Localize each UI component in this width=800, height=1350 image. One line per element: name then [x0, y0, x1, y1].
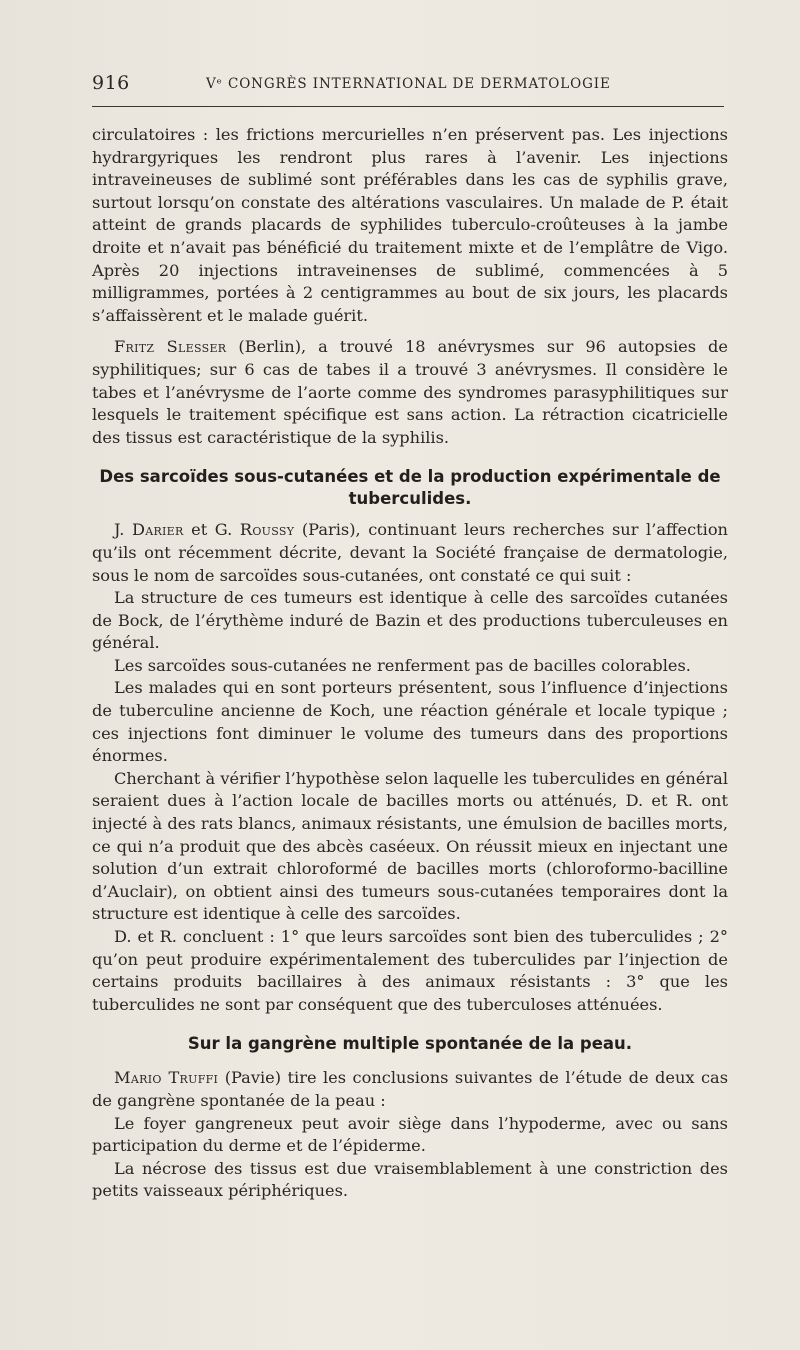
author-name: Mario Truffi [114, 1068, 219, 1088]
header-rule [92, 106, 724, 107]
author-connector: et G. [183, 520, 240, 540]
author-initial: J. [114, 520, 132, 540]
paragraph-text: (Pavie) tire les conclusions suivantes de l’étude de deux cas de gangrène spontanée de la peau : [92, 1068, 729, 1110]
paragraph: D. et R. concluent : 1° que leurs sarcoïdes sont bien des tuberculides ; 2° qu’on peut produire expérimentalement des tuberculides par l’injection de certains produits bacillaires à des animaux résistants : 3° que les tuberculides ne sont par conséquent que des tuberculoses atténuées. [92, 927, 728, 1014]
truffi-paragraph [92, 1067, 728, 1112]
page-body [92, 124, 728, 1203]
author-name: Fritz Slesser [114, 337, 227, 357]
author-name: Roussy [239, 520, 295, 540]
slesser-paragraph [92, 336, 728, 449]
paragraph: Le foyer gangreneux peut avoir siège dans l’hypoderme, avec ou sans participation du derme et de l’épiderme. [92, 1113, 728, 1156]
paragraph: La structure de ces tumeurs est identique à celle des sarcoïdes cutanées de Bock, de l’érythème induré de Bazin et des productions tuberculeuses en général. [92, 588, 728, 653]
paragraph: Les malades qui en sont porteurs présentent, sous l’influence d’injections de tuberculine ancienne de Koch, une réaction générale et locale typique ; ces injections font diminuer le volume des tumeurs dans des proportions énormes. [92, 678, 728, 766]
section-heading-sarcoides: Des sarcoïdes sous-cutanées et de la production expérimentale de tuberculides. [99, 467, 721, 509]
paragraph: Cherchant à vérifier l’hypothèse selon laquelle les tuberculides en général seraient dues à l’action locale de bacilles morts ou atténués, D. et R. ont injecté à des rats blancs, animaux résistants, une émulsion de bacilles morts, ce qui n’a produit que des abcès caséeux. On réussit mieux en injectant une solution d’un extrait chloroformé de bacilles morts (chloroformo-bacilline d’Auclair), on obtient ainsi des tumeurs sous-cutanées temporaires dont la structure est identique à celle des sarcoïdes. [92, 768, 728, 924]
page-number: 916 [92, 72, 130, 94]
paragraph: Les sarcoïdes sous-cutanées ne renferment pas de bacilles colorables. [114, 655, 691, 675]
page-header [92, 72, 724, 100]
paragraph-text: (Paris), continuant leurs recherches sur l’affection qu’ils ont récemment décrite, devant la Société française de dermatologie, sous le nom de sarcoïdes sous-cutanées, ont constaté ce qui suit : [92, 520, 728, 585]
continued-paragraph: circulatoires : les frictions mercurielles n’en préservent pas. Les injections hydrargyriques les rendront plus rares à l’avenir. Les injections intraveineuses de sublimé sont préférables dans les cas de syphilis grave, surtout lorsqu’on constate des altérations vasculaires. Un malade de P. était atteint de grands placards de syphilides tuberculo-croûteuses à la jambe droite et n’avait pas bénéficié du traitement mixte et de l’emplâtre de Vigo. Après 20 injections intraveinenses de sublimé, commencées à 5 milligrammes, portées à 2 centigrammes au bout de six jours, les placards s’affaissèrent et le malade guérit. [92, 125, 728, 325]
darier-roussy-paragraph [92, 519, 728, 587]
running-head: Vᵉ CONGRÈS INTERNATIONAL DE DERMATOLOGIE [206, 76, 611, 92]
author-name: Darier [131, 520, 184, 540]
paragraph-text: (Berlin), a trouvé 18 anévrysmes sur 96 autopsies de syphilitiques; sur 6 cas de tabes il a trouvé 3 anévrysmes. Il considère le tabes et l’anévrysme de l’aorte comme des syndromes parasyphilitiques sur lesquels le traitement spécifique est sans action. La rétraction cicatricielle des tissus est caractéristique de la syphilis. [92, 337, 728, 447]
section-heading-gangrene: Sur la gangrène multiple spontanée de la peau. [187, 1034, 633, 1054]
paragraph: La nécrose des tissus est due vraisemblablement à une constriction des petits vaisseaux périphériques. [92, 1158, 728, 1201]
